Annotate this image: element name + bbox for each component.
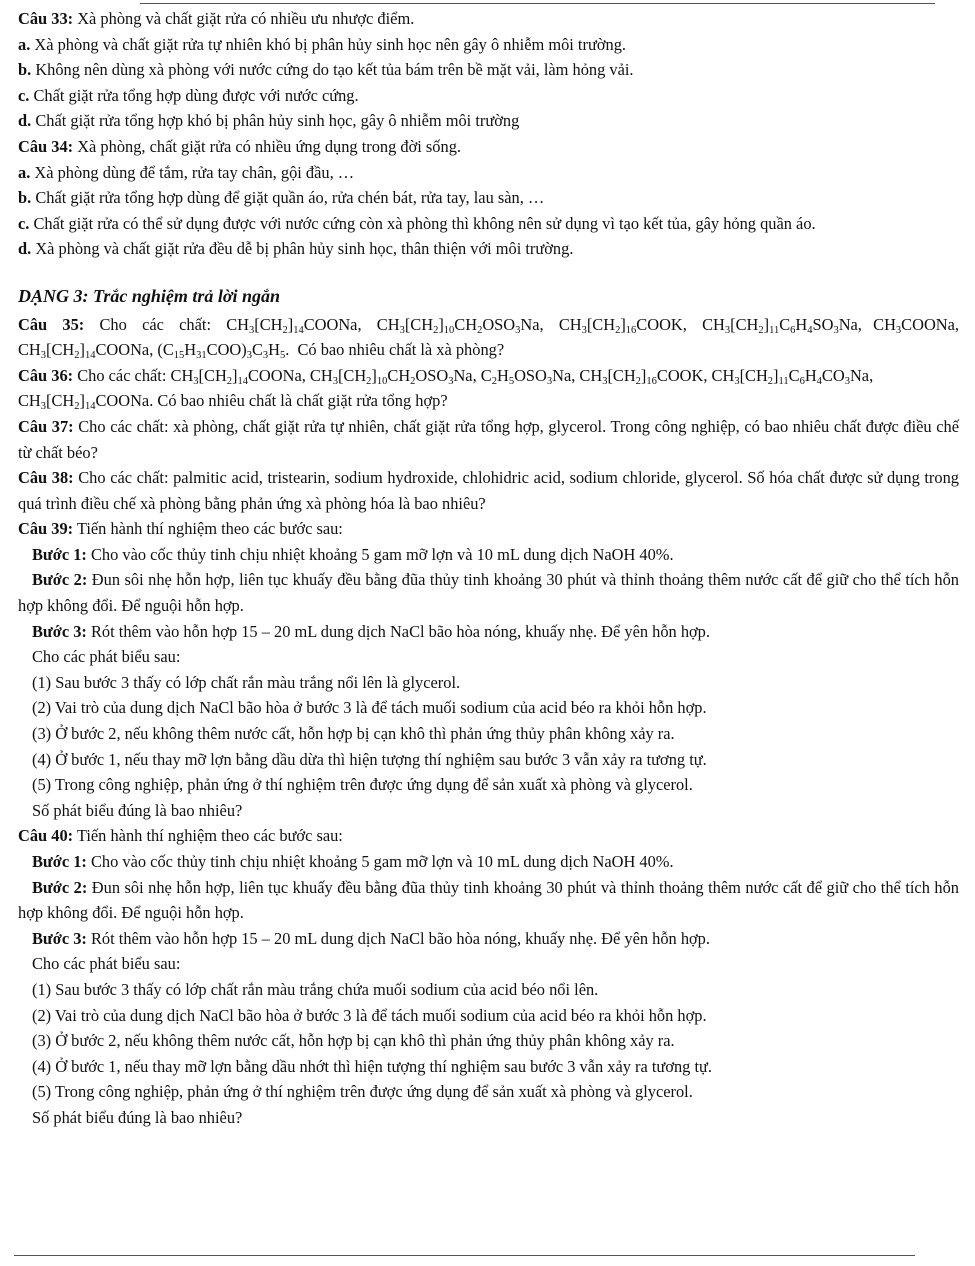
q33-stem: Câu 33: Xà phòng và chất giặt rửa có nhiều ưu nhược điểm. [18, 9, 415, 28]
q34-option-d: d. Xà phòng và chất giặt rửa đều dễ bị phân hủy sinh học, thân thiện với môi trường. [18, 239, 574, 259]
q40-step-3: Bước 3: Rót thêm vào hỗn hợp 15 – 20 mL dung dịch NaCl bão hòa nóng, khuấy nhẹ. Để yên hỗn hợp. [32, 928, 710, 948]
q35: Câu 35: Cho các chất: $CH_3[CH_2]_{14}COONa$, $CH_3[CH_2]_{10}CH_2OSO_3Na$, $CH_3[CH_2]_{16}COOK$, $CH_3[CH_2]_{11}C_6H_4SO_3Na$, $CH_3COONa$, $CH_3[CH_2]_{14}COONa$, $(C_{15}H_{31}COO)_3C_3H_5$. Có bao nhiêu chất là xà phòng? [18, 314, 959, 362]
q39-question: Số phát biểu đúng là bao nhiêu? [32, 800, 243, 820]
q33-option-b: b. Không nên dùng xà phòng với nước cứng do tạo kết tủa bám trên bề mặt vải, làm hỏng vải. [18, 60, 634, 80]
q37: Câu 37: Cho các chất: xà phòng, chất giặt rửa tự nhiên, chất giặt rửa tổng hợp, glycerol. Trong công nghiệp, có bao nhiêu chất được điều chế từ chất béo? [18, 416, 959, 462]
q39-step-2: Bước 2: Đun sôi nhẹ hỗn hợp, liên tục khuấy đều bằng đũa thủy tinh khoảng 30 phút và thỉnh thoảng thêm nước cất để giữ cho thể tích hỗn hợp không đổi. Để nguội hỗn hợp. [18, 570, 959, 616]
q39-statement-5: (5) Trong công nghiệp, phản ứng ở thí nghiệm trên được ứng dụng để sản xuất xà phòng và glycerol. [32, 775, 693, 795]
q39-step-3: Bước 3: Rót thêm vào hỗn hợp 15 – 20 mL dung dịch NaCl bão hòa nóng, khuấy nhẹ. Để yên hỗn hợp. [32, 621, 710, 641]
q34-stem: Câu 34: Xà phòng, chất giặt rửa có nhiều ứng dụng trong đời sống. [18, 136, 461, 156]
q40-stem: Câu 40: Tiến hành thí nghiệm theo các bước sau: [18, 826, 343, 846]
q40-statement-5: (5) Trong công nghiệp, phản ứng ở thí nghiệm trên được ứng dụng để sản xuất xà phòng và glycerol. [32, 1082, 693, 1102]
q40-statement-3: (3) Ở bước 2, nếu không thêm nước cất, hỗn hợp bị cạn khô thì phản ứng thủy phân không xảy ra. [32, 1031, 675, 1051]
section-title: DẠNG 3: Trắc nghiệm trả lời ngắn [18, 285, 281, 306]
q34-option-b: b. Chất giặt rửa tổng hợp dùng để giặt quần áo, rửa chén bát, rửa tay, lau sàn, … [18, 188, 545, 208]
q40-step-2: Bước 2: Đun sôi nhẹ hỗn hợp, liên tục khuấy đều bằng đũa thủy tinh khoảng 30 phút và thỉnh thoảng thêm nước cất để giữ cho thể tích hỗn hợp không đổi. Để nguội hỗn hợp. [18, 877, 959, 923]
q39-statement-4: (4) Ở bước 1, nếu thay mỡ lợn bằng dầu dừa thì hiện tượng thí nghiệm sau bước 3 vẫn xảy ra tương tự. [32, 749, 707, 769]
q33-option-a: a. Xà phòng và chất giặt rửa tự nhiên khó bị phân hủy sinh học nên gây ô nhiễm môi trường. [18, 34, 626, 54]
q33-option-d: d. Chất giặt rửa tổng hợp khó bị phân hủy sinh học, gây ô nhiễm môi trường [18, 111, 520, 131]
q40-step-1: Bước 1: Cho vào cốc thủy tinh chịu nhiệt khoảng 5 gam mỡ lợn và 10 mL dung dịch NaOH 40%. [32, 852, 674, 871]
bottom-divider [14, 1255, 915, 1256]
q34-option-c: c. Chất giặt rửa có thể sử dụng được với nước cứng còn xà phòng thì không nên sử dụng vì tạo kết tủa, gây hỏng quần áo. [18, 213, 816, 233]
q34-option-a: a. Xà phòng dùng để tắm, rửa tay chân, gội đầu, … [18, 162, 355, 182]
q33-option-c: c. Chất giặt rửa tổng hợp dùng được với nước cứng. [18, 85, 359, 105]
q36: Câu 36: Cho các chất: $CH_3[CH_2]_{14}COONa$, $CH_3[CH_2]_{10}CH_2OSO_3Na$, $C_2H_5OSO_3Na$, $CH_3[CH_2]_{16}COOK$, $CH_3[CH_2]_{11}C_6H_4CO_3Na$, $CH_3[CH_2]_{14}COONa$. Có bao nhiêu chất là chất giặt rửa tổng hợp? [18, 365, 874, 413]
q38: Câu 38: Cho các chất: palmitic acid, tristearin, sodium hydroxide, chlohidric acid, sodium chloride, glycerol. Số hóa chất được sử dụng trong quá trình điều chế xà phòng bằng phản ứng xà phòng hóa là bao nhiêu? [18, 468, 959, 513]
q40-statement-2: (2) Vai trò của dung dịch NaCl bão hòa ở bước 3 là để tách muối sodium của acid béo ra khỏi hỗn hợp. [32, 1005, 707, 1025]
q40-statements-intro: Cho các phát biểu sau: [32, 954, 181, 974]
q39-stem: Câu 39: Tiến hành thí nghiệm theo các bước sau: [18, 519, 343, 539]
q39-statement-2: (2) Vai trò của dung dịch NaCl bão hòa ở bước 3 là để tách muối sodium của acid béo ra khỏi hỗn hợp. [32, 698, 707, 718]
q40-question: Số phát biểu đúng là bao nhiêu? [32, 1107, 243, 1127]
q40-statement-4: (4) Ở bước 1, nếu thay mỡ lợn bằng dầu nhớt thì hiện tượng thí nghiệm sau bước 3 vẫn xảy ra tương tự. [32, 1056, 713, 1076]
q39-step-1: Bước 1: Cho vào cốc thủy tinh chịu nhiệt khoảng 5 gam mỡ lợn và 10 mL dung dịch NaOH 40%. [32, 544, 674, 564]
q39-statement-3: (3) Ở bước 2, nếu không thêm nước cất, hỗn hợp bị cạn khô thì phản ứng thủy phân không xảy ra. [32, 724, 675, 744]
top-divider [140, 3, 935, 4]
q39-statement-1: (1) Sau bước 3 thấy có lớp chất rắn màu trắng nổi lên là glycerol. [32, 672, 461, 692]
q40-statement-1: (1) Sau bước 3 thấy có lớp chất rắn màu trắng chứa muối sodium của acid béo nổi lên. [32, 979, 599, 999]
q39-statements-intro: Cho các phát biểu sau: [32, 647, 181, 667]
